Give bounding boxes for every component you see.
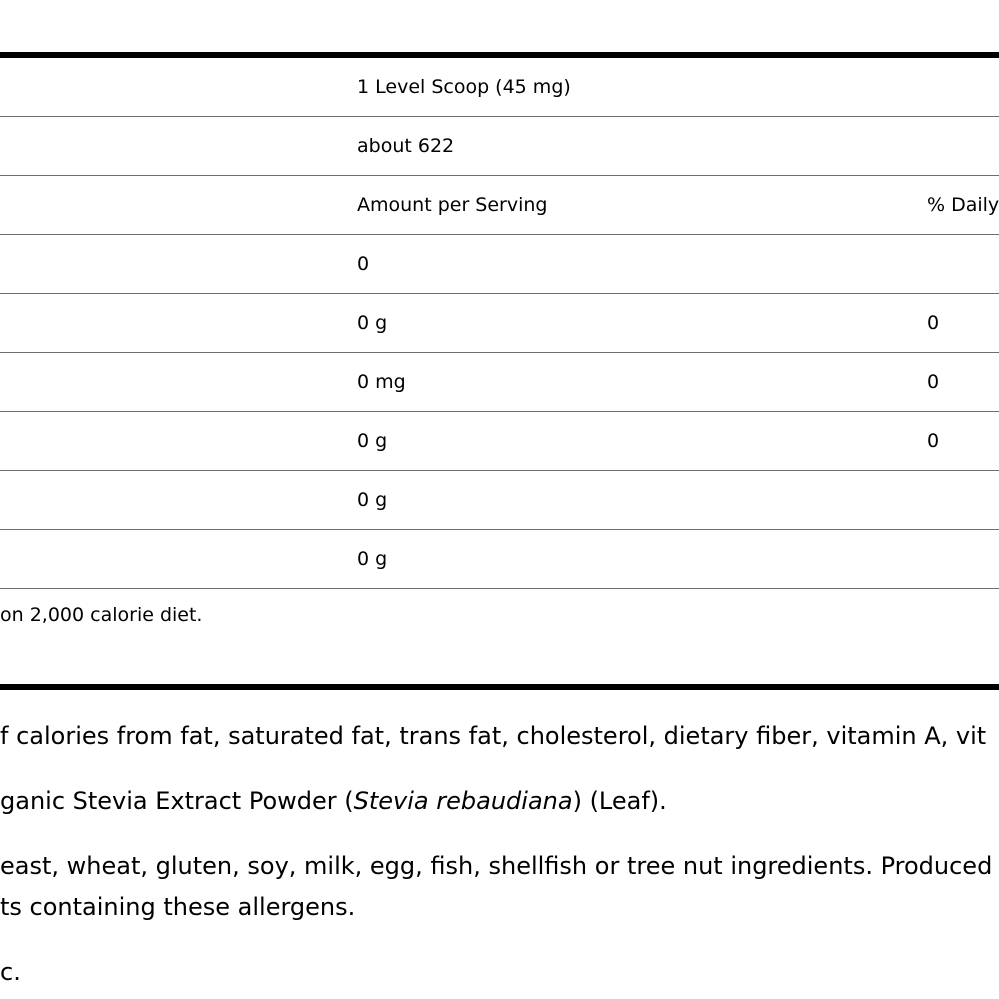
- table-bottom-rule: [0, 684, 999, 690]
- ingredients-text-end: ) (Leaf).: [572, 787, 667, 815]
- servings-per-container-value: about 622: [357, 135, 455, 157]
- table-row: [0, 471, 999, 530]
- daily-value-footnote: on 2,000 calorie diet.: [0, 604, 203, 626]
- amount-per-serving-header: Amount per Serving: [357, 194, 548, 216]
- amount-cell: 0 g: [357, 489, 388, 511]
- final-text-line: c.: [0, 958, 21, 986]
- table-row: [0, 235, 999, 294]
- dv-cell: 0: [927, 371, 940, 393]
- amount-cell: 0 g: [357, 312, 388, 334]
- daily-value-header: % Daily: [927, 194, 999, 216]
- dv-cell: 0: [927, 312, 940, 334]
- allergen-text-line-2: ts containing these allergens.: [0, 893, 356, 921]
- amount-cell: 0 mg: [357, 371, 406, 393]
- table-row: [0, 353, 999, 412]
- row-serving-size: [0, 58, 999, 117]
- ingredients-text-start: ganic Stevia Extract Powder (: [0, 787, 354, 815]
- amount-cell: 0 g: [357, 548, 388, 570]
- table-row: [0, 294, 999, 353]
- dv-cell: 0: [927, 430, 940, 452]
- table-row: [0, 530, 999, 589]
- amount-cell: 0: [357, 253, 370, 275]
- row-servings-per-container: [0, 117, 999, 176]
- ingredients-text: [0, 787, 667, 815]
- amount-cell: 0 g: [357, 430, 388, 452]
- ingredients-latin-name: Stevia rebaudiana: [353, 787, 573, 815]
- row-header: [0, 176, 999, 235]
- serving-size-value: 1 Level Scoop (45 mg): [357, 76, 571, 98]
- allergen-text-line-1: east, wheat, gluten, soy, milk, egg, fish, shellfish or tree nut ingredients. Produced: [0, 852, 993, 880]
- not-significant-source-text: f calories from fat, saturated fat, trans fat, cholesterol, dietary fiber, vitamin A, vit: [0, 722, 987, 750]
- table-row: [0, 412, 999, 471]
